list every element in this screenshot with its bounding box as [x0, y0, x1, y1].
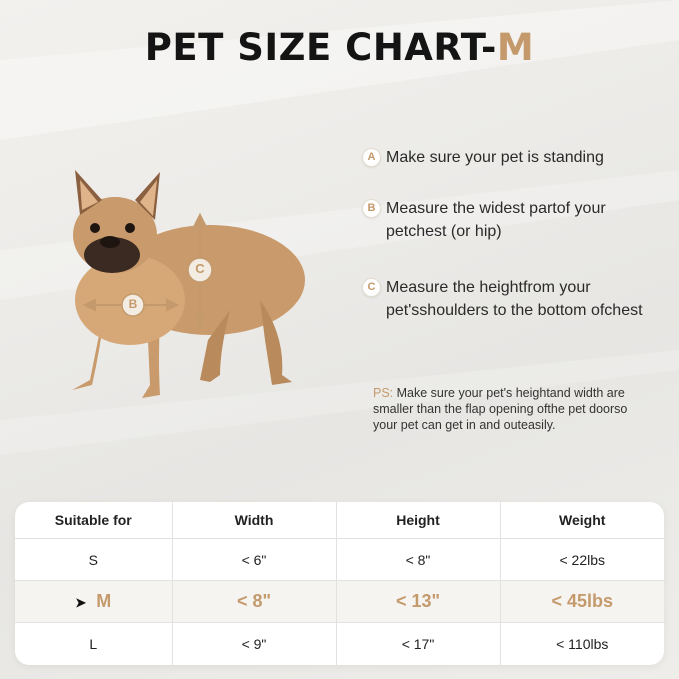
ps-note: [373, 385, 648, 433]
cell-width: < 8": [172, 581, 336, 623]
title-size: M: [496, 26, 535, 69]
cell-size-value: M: [96, 591, 112, 612]
page-title: [0, 26, 679, 69]
cell-size: [15, 581, 172, 623]
cell-weight: < 110lbs: [500, 623, 664, 665]
badge-a: A: [362, 148, 381, 167]
header-width: Width: [172, 502, 336, 539]
ps-prefix: PS:: [373, 386, 394, 400]
arrow-marker-icon: ➤: [75, 595, 87, 611]
table-row: [15, 539, 664, 581]
table-row-highlighted: [15, 581, 664, 623]
label-b: B: [128, 297, 138, 311]
header-suitable-for: Suitable for: [54, 512, 132, 528]
instruction-c: [362, 276, 662, 322]
size-table: [15, 502, 664, 665]
title-main: PET SIZE CHART-: [144, 26, 497, 69]
cell-weight: < 22lbs: [500, 539, 664, 581]
header-height: Height: [336, 502, 500, 539]
ps-text: Make sure your pet's heightand width are smaller than the flap opening ofthe pet doorso your pet can get in and outeasily.: [373, 386, 628, 432]
instruction-a: [362, 146, 662, 169]
header-weight: Weight: [500, 502, 664, 539]
badge-b: B: [362, 199, 381, 218]
instruction-b-text: Measure the widest partof your petchest (or hip): [386, 200, 606, 240]
cell-size: L: [15, 623, 172, 665]
cell-height: < 17": [336, 623, 500, 665]
dog-measurement-diagram: [60, 160, 310, 410]
table-row: [15, 623, 664, 665]
instruction-a-text: Make sure your pet is standing: [386, 149, 604, 166]
cell-height: < 13": [336, 581, 500, 623]
french-bulldog-illustration: [72, 170, 305, 398]
cell-weight: < 45lbs: [500, 581, 664, 623]
instruction-b: [362, 197, 652, 243]
table-header-row: [15, 502, 664, 539]
cell-height: < 8": [336, 539, 500, 581]
label-c: C: [195, 261, 205, 276]
size-table-card: [15, 502, 664, 665]
badge-c: C: [362, 278, 381, 297]
cell-width: < 6": [172, 539, 336, 581]
instruction-c-text: Measure the heightfrom your pet'sshoulders to the bottom ofchest: [386, 279, 643, 319]
cell-width: < 9": [172, 623, 336, 665]
cell-size: S: [15, 539, 172, 581]
